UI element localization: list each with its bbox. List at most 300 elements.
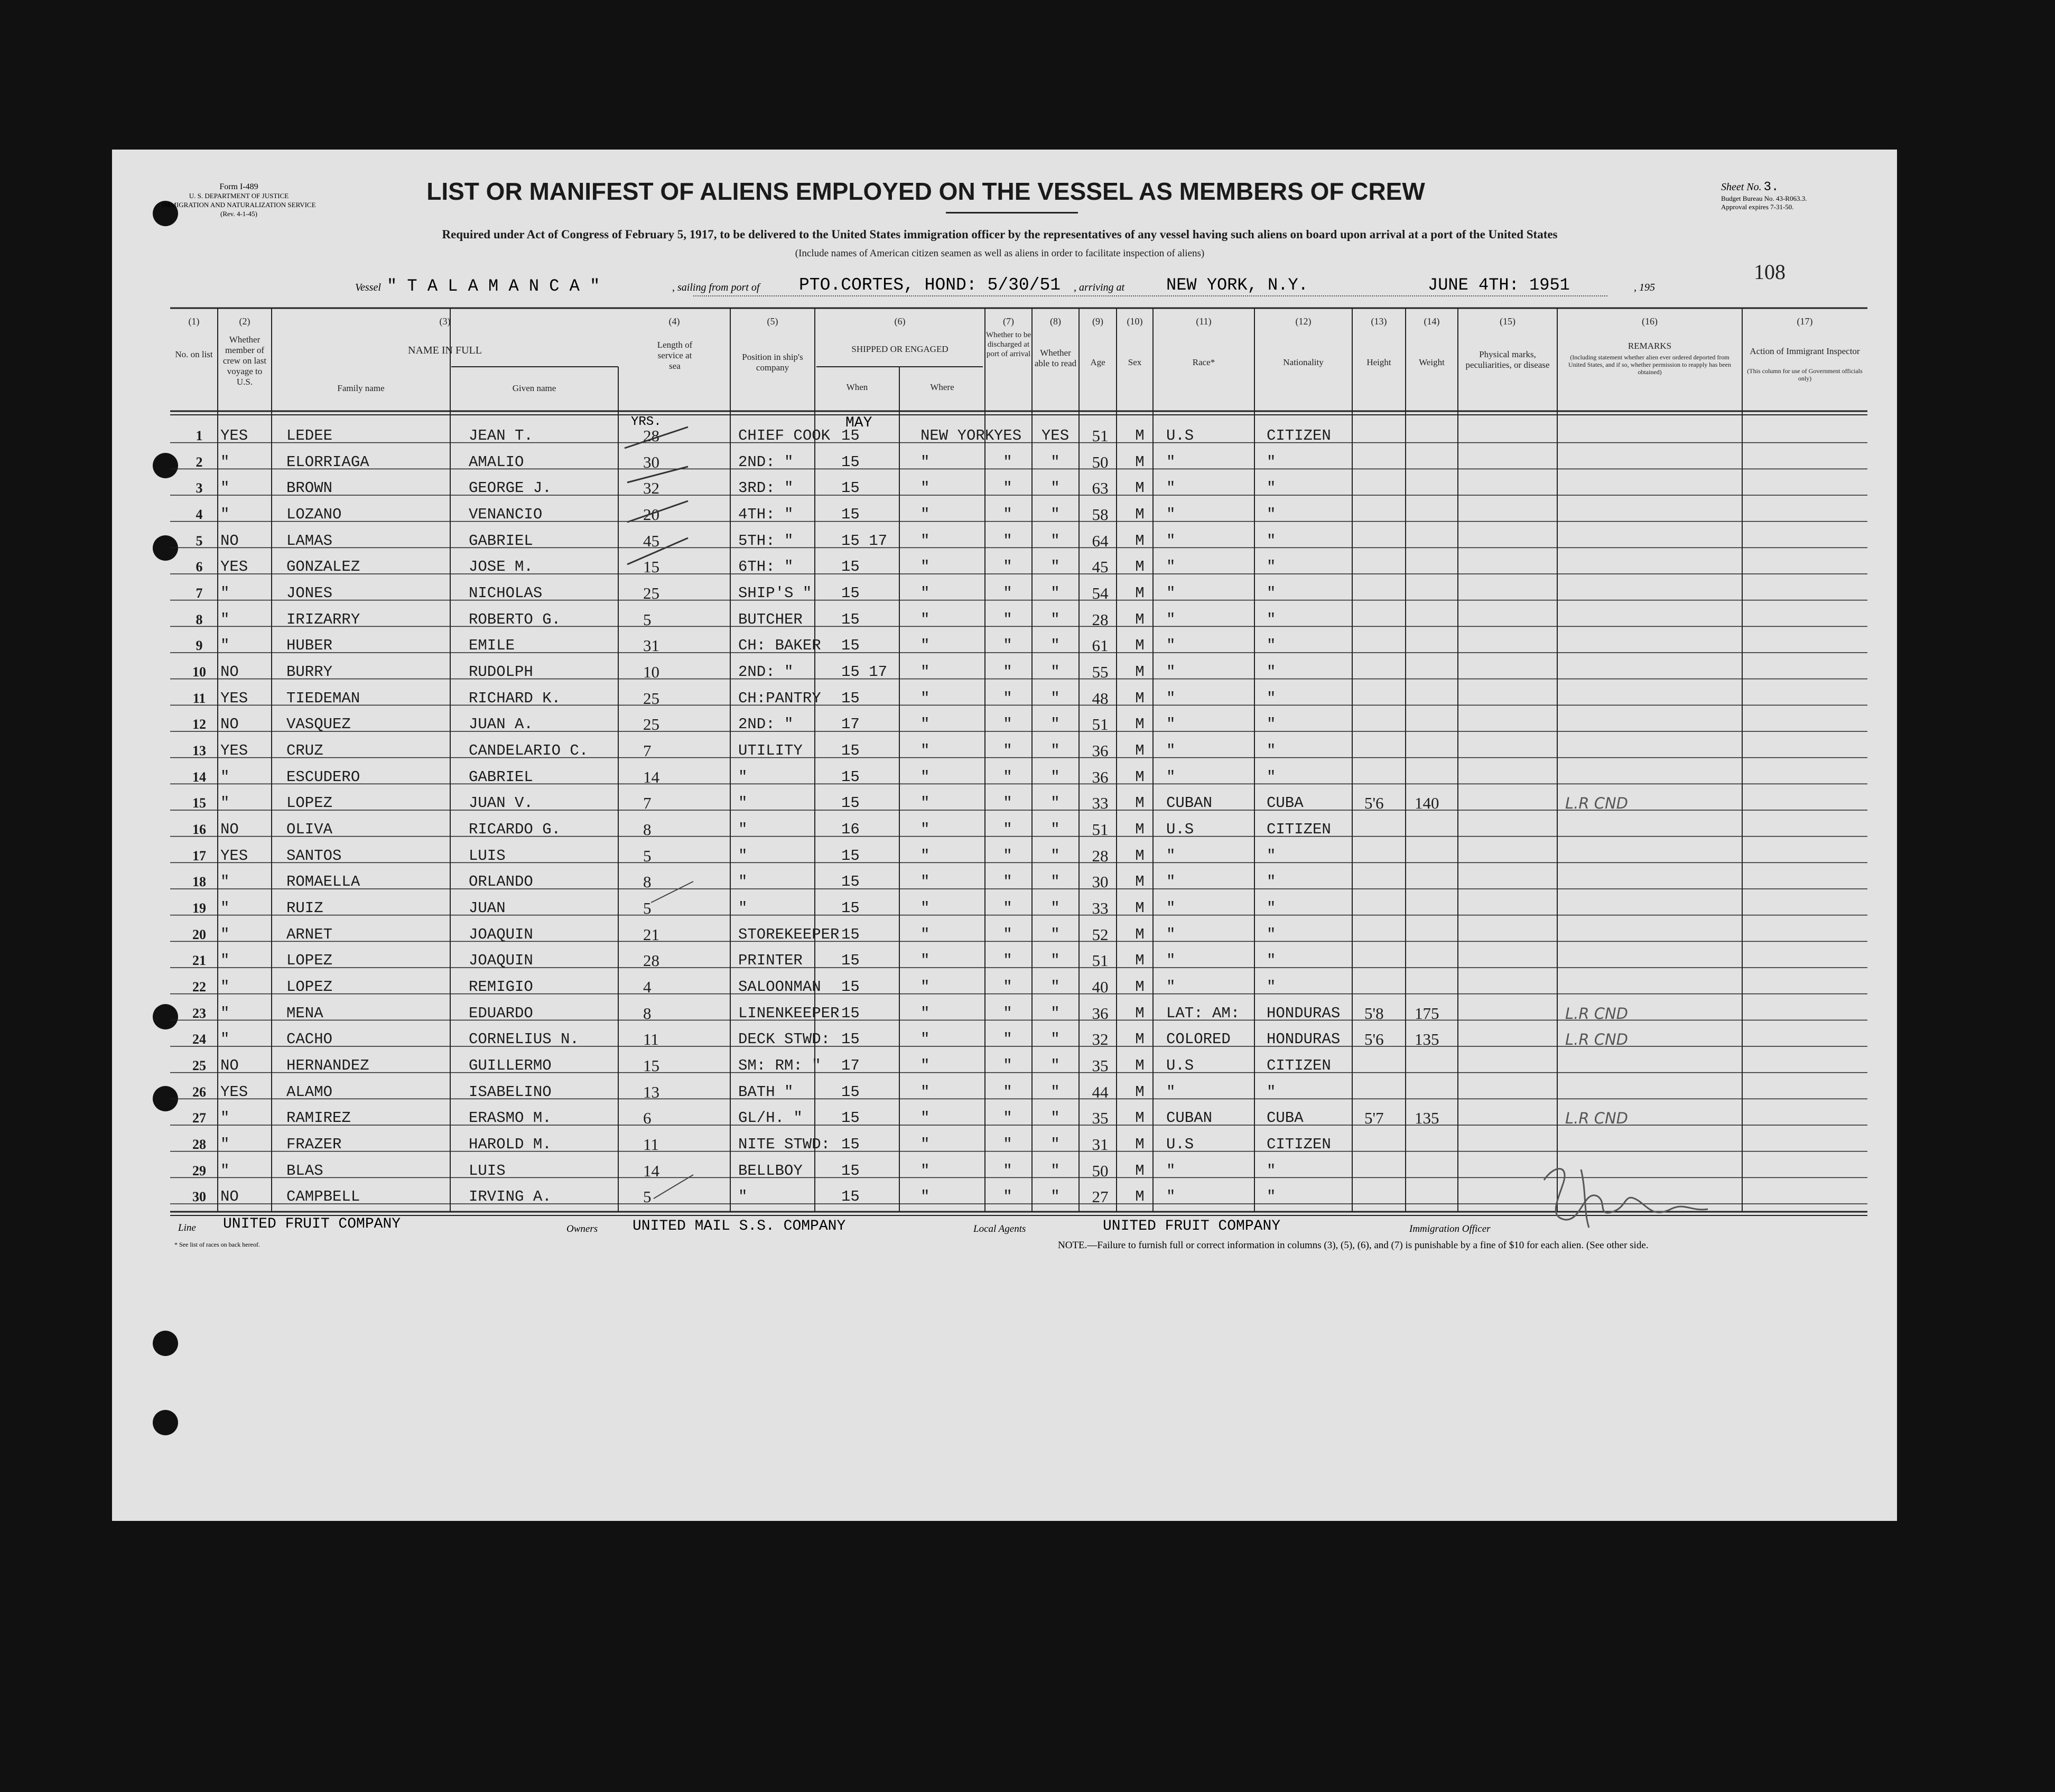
race: U.S — [1166, 1136, 1194, 1153]
shipped-where: " — [920, 794, 930, 812]
nationality: " — [1267, 925, 1276, 943]
owners-label: Owners — [566, 1223, 598, 1234]
shipped-where: " — [920, 768, 930, 786]
service-years: 30 — [643, 452, 659, 471]
shipped-when: 15 — [841, 978, 860, 996]
given-name: HAROLD M. — [469, 1136, 552, 1153]
given-name: RICARDO G. — [469, 821, 561, 838]
crew-row — [112, 994, 1897, 1023]
row-number: 8 — [196, 611, 203, 627]
shipped-when: 17 — [841, 716, 860, 733]
row-number: 7 — [196, 586, 203, 601]
sex: M — [1135, 873, 1145, 891]
col8-header: Whether able to read — [1034, 348, 1077, 368]
prev-voyage: " — [220, 479, 230, 497]
crew-row — [112, 1020, 1897, 1049]
subtitle: Required under Act of Congress of February 5, 1917, to be delivered to the United States immigration officer by the representatives of any vessel having such aliens on board upon arrival at a port of the United States — [442, 228, 1558, 241]
family-name: LOPEZ — [286, 952, 333, 970]
col16-header: REMARKS — [1628, 341, 1672, 351]
shipped-where: " — [920, 689, 930, 707]
age: 51 — [1092, 951, 1109, 970]
sex: M — [1135, 479, 1145, 497]
able-to-read: " — [1050, 821, 1060, 838]
sex: M — [1135, 978, 1145, 996]
race: " — [1166, 558, 1176, 576]
revision: (Rev. 4-1-45) — [220, 210, 257, 218]
discharged: " — [1003, 637, 1012, 655]
age: 30 — [1092, 872, 1109, 892]
remarks: L.R CND — [1565, 1030, 1629, 1049]
able-to-read: " — [1050, 584, 1060, 602]
position: DECK STWD: — [738, 1030, 831, 1048]
discharged: " — [1003, 1083, 1012, 1101]
nationality: " — [1267, 584, 1276, 602]
nationality: " — [1267, 558, 1276, 576]
nationality: " — [1267, 978, 1276, 996]
position: BELLBOY — [738, 1162, 803, 1180]
col17-number: (17) — [1797, 316, 1813, 327]
nationality: " — [1267, 453, 1276, 471]
vessel-label: Vessel — [355, 282, 381, 293]
sex: M — [1135, 1188, 1145, 1206]
able-to-read: " — [1050, 794, 1060, 812]
nationality: " — [1267, 689, 1276, 707]
family-name: ELORRIAGA — [286, 453, 369, 471]
crew-row — [112, 574, 1897, 600]
col16-number: (16) — [1642, 316, 1658, 327]
position: 5TH: " — [738, 532, 794, 550]
crew-row — [112, 784, 1897, 813]
col11-number: (11) — [1196, 316, 1212, 327]
service-years: 25 — [643, 689, 659, 708]
crew-row — [112, 862, 1897, 892]
sex: M — [1135, 925, 1145, 943]
sex: M — [1135, 1136, 1145, 1153]
shipped-when: 15 — [841, 453, 860, 471]
shipped-when: 15 — [841, 1188, 860, 1206]
prev-voyage: NO — [220, 663, 239, 681]
arriving-label: , arriving at — [1074, 282, 1125, 293]
able-to-read: YES — [1041, 427, 1070, 444]
prev-voyage: YES — [220, 689, 248, 707]
discharged: " — [1003, 532, 1012, 550]
sex: M — [1135, 506, 1145, 523]
col3-number: (3) — [439, 316, 451, 327]
age: 35 — [1092, 1056, 1109, 1075]
race: " — [1166, 873, 1176, 891]
row-number: 17 — [192, 848, 206, 863]
service-years: 32 — [643, 479, 659, 498]
crew-row — [112, 968, 1897, 994]
given-name: ISABELINO — [469, 1083, 552, 1101]
crew-row — [112, 495, 1897, 522]
col6-where-header: Where — [930, 382, 954, 392]
race: " — [1166, 978, 1176, 996]
crew-row — [112, 547, 1897, 577]
race: LAT: AM: — [1166, 1004, 1240, 1022]
discharged: " — [1003, 1057, 1012, 1074]
position: SALOONMAN — [738, 978, 821, 996]
nationality: " — [1267, 663, 1276, 681]
shipped-when: 15 — [841, 768, 860, 786]
race: U.S — [1166, 427, 1194, 444]
given-name: JOAQUIN — [469, 925, 533, 943]
given-name: REMIGIO — [469, 978, 533, 996]
position: 6TH: " — [738, 558, 794, 576]
crew-row — [112, 941, 1897, 968]
sex: M — [1135, 427, 1145, 444]
position: " — [738, 847, 748, 865]
row-number: 11 — [192, 690, 206, 706]
able-to-read: " — [1050, 610, 1060, 628]
shipped-where: " — [920, 663, 930, 681]
nationality: CUBA — [1267, 794, 1304, 812]
shipped-when: 15 — [841, 610, 860, 628]
discharged: " — [1003, 768, 1012, 786]
col8-number: (8) — [1050, 316, 1061, 327]
service-years: 15 — [643, 1056, 659, 1075]
prev-voyage: YES — [220, 1083, 248, 1101]
remarks: L.R CND — [1565, 794, 1629, 813]
given-name: LUIS — [469, 1162, 506, 1180]
family-name: SANTOS — [286, 847, 342, 865]
row-number: 2 — [196, 454, 203, 470]
service-years: 7 — [643, 741, 652, 760]
given-name: RICHARD K. — [469, 689, 561, 707]
prev-voyage: " — [220, 978, 230, 996]
sex: M — [1135, 558, 1145, 576]
weight: 140 — [1415, 794, 1439, 813]
given-name: EMILE — [469, 637, 515, 655]
col7-header: Whether to be discharged at port of arrival — [986, 331, 1031, 358]
remarks: L.R CND — [1565, 1004, 1629, 1023]
service-years: 25 — [643, 584, 659, 602]
service-tick-marks — [614, 416, 736, 1214]
service-years: 11 — [643, 1135, 659, 1154]
race: CUBAN — [1166, 1109, 1213, 1127]
prev-voyage: " — [220, 610, 230, 628]
row-number: 4 — [196, 507, 203, 522]
family-name: BROWN — [286, 479, 333, 497]
service-years: 5 — [643, 899, 652, 917]
discharged: " — [1003, 716, 1012, 733]
crew-row — [112, 810, 1897, 837]
col6-number: (6) — [894, 316, 906, 327]
prev-voyage: " — [220, 506, 230, 523]
sex: M — [1135, 1109, 1145, 1127]
family-name: LEDEE — [286, 427, 333, 444]
family-name: LOPEZ — [286, 794, 333, 812]
prev-voyage: " — [220, 1162, 230, 1180]
age: 44 — [1092, 1082, 1109, 1101]
discharged: " — [1003, 610, 1012, 628]
shipped-when: 15 17 — [841, 663, 888, 681]
shipped-where: " — [920, 716, 930, 733]
shipped-when: 15 — [841, 1109, 860, 1127]
crew-row — [112, 653, 1897, 679]
able-to-read: " — [1050, 453, 1060, 471]
family-name: VASQUEZ — [286, 716, 351, 733]
race: " — [1166, 479, 1176, 497]
given-name: GUILLERMO — [469, 1057, 552, 1074]
shipped-where: " — [920, 873, 930, 891]
family-name: IRIZARRY — [286, 610, 360, 628]
row-number: 28 — [192, 1137, 206, 1152]
service-years: 4 — [643, 978, 652, 996]
family-name: FRAZER — [286, 1136, 342, 1153]
col1-number: (1) — [188, 316, 200, 327]
discharged: " — [1003, 873, 1012, 891]
position: SHIP'S " — [738, 584, 812, 602]
position: " — [738, 873, 748, 891]
prev-voyage: YES — [220, 742, 248, 759]
race: COLORED — [1166, 1030, 1231, 1048]
nationality: " — [1267, 716, 1276, 733]
col17-note: (This column for use of Government officials only) — [1747, 367, 1863, 382]
position: UTILITY — [738, 742, 803, 759]
race: " — [1166, 768, 1176, 786]
given-name: ROBERTO G. — [469, 610, 561, 628]
weight: 175 — [1415, 1004, 1439, 1023]
vessel-name: " T A L A M A N C A " — [387, 276, 600, 296]
prev-voyage: " — [220, 584, 230, 602]
shipped-where: " — [920, 847, 930, 865]
row-number: 29 — [192, 1163, 206, 1178]
family-name: RUIZ — [286, 899, 323, 917]
position: BUTCHER — [738, 610, 803, 628]
service-years: 10 — [643, 663, 659, 681]
family-name: BLAS — [286, 1162, 323, 1180]
col10-number: (10) — [1127, 316, 1143, 327]
family-name: TIEDEMAN — [286, 689, 360, 707]
row-number: 24 — [192, 1032, 206, 1047]
shipped-when: 15 — [841, 873, 860, 891]
col2-number: (2) — [239, 316, 250, 327]
service-years: 21 — [643, 925, 659, 944]
row-number: 27 — [192, 1110, 206, 1126]
race: " — [1166, 610, 1176, 628]
age: 32 — [1092, 1030, 1109, 1049]
service-years: 15 — [643, 558, 659, 577]
family-name: MENA — [286, 1004, 323, 1022]
able-to-read: " — [1050, 1004, 1060, 1022]
crew-row — [112, 626, 1897, 653]
nationality: " — [1267, 847, 1276, 865]
able-to-read: " — [1050, 1136, 1060, 1153]
race: " — [1166, 847, 1176, 865]
prev-voyage: " — [220, 453, 230, 471]
row-number: 1 — [196, 428, 203, 443]
able-to-read: " — [1050, 952, 1060, 970]
discharged: " — [1003, 794, 1012, 812]
shipped-where: " — [920, 821, 930, 838]
age: 50 — [1092, 1161, 1109, 1180]
col13-number: (13) — [1371, 316, 1387, 327]
service-years: 14 — [643, 1161, 659, 1180]
sheet-label: Sheet No. — [1721, 181, 1762, 193]
age: 33 — [1092, 899, 1109, 917]
shipped-when: 15 17 — [841, 532, 888, 550]
prev-voyage: NO — [220, 532, 239, 550]
crew-row — [112, 705, 1897, 734]
race: " — [1166, 1083, 1176, 1101]
col9-header: Age — [1090, 357, 1105, 367]
crew-row — [112, 731, 1897, 758]
given-name: GEORGE J. — [469, 479, 552, 497]
position: CH:PANTRY — [738, 689, 821, 707]
shipped-where: " — [920, 1030, 930, 1048]
given-name: JUAN — [469, 899, 506, 917]
col10-header: Sex — [1128, 357, 1142, 367]
race: " — [1166, 637, 1176, 655]
prev-voyage: " — [220, 873, 230, 891]
shipped-where: " — [920, 899, 930, 917]
age: 52 — [1092, 925, 1109, 944]
family-name: GONZALEZ — [286, 558, 360, 576]
service-years: 45 — [643, 531, 659, 550]
col4-number: (4) — [668, 316, 680, 327]
col12-number: (12) — [1295, 316, 1312, 327]
given-name: JOSE M. — [469, 558, 533, 576]
sex: M — [1135, 1162, 1145, 1180]
shipped-when: 15 — [841, 637, 860, 655]
shipped-where: " — [920, 637, 930, 655]
nationality: HONDURAS — [1267, 1004, 1341, 1022]
able-to-read: " — [1050, 899, 1060, 917]
age: 64 — [1092, 531, 1109, 550]
owners-value: UNITED MAIL S.S. COMPANY — [633, 1218, 846, 1234]
able-to-read: " — [1050, 742, 1060, 759]
discharged: " — [1003, 847, 1012, 865]
nationality: " — [1267, 610, 1276, 628]
family-name: ARNET — [286, 925, 333, 943]
row-number: 10 — [192, 664, 206, 680]
discharged: " — [1003, 558, 1012, 576]
col7-number: (7) — [1003, 316, 1014, 327]
shipped-where: " — [920, 558, 930, 576]
row-number: 26 — [192, 1084, 206, 1100]
row-number: 6 — [196, 559, 203, 575]
service-years: 11 — [643, 1030, 659, 1049]
col14-header: Weight — [1419, 357, 1445, 367]
shipped-when: 15 — [841, 899, 860, 917]
given-name: RUDOLPH — [469, 663, 533, 681]
shipped-where: " — [920, 1057, 930, 1074]
col9-number: (9) — [1092, 316, 1103, 327]
races-note: * See list of races on back hereof. — [174, 1241, 260, 1248]
col13-header: Height — [1366, 357, 1391, 367]
nationality: " — [1267, 952, 1276, 970]
nationality: " — [1267, 1188, 1276, 1206]
service-years: 14 — [643, 767, 659, 786]
nationality: " — [1267, 637, 1276, 655]
row-number: 30 — [192, 1189, 206, 1205]
position: BATH " — [738, 1083, 794, 1101]
age: 50 — [1092, 452, 1109, 471]
position: 2ND: " — [738, 716, 794, 733]
family-name: CACHO — [286, 1030, 333, 1048]
prev-voyage: NO — [220, 821, 239, 838]
service-years: 5 — [643, 610, 652, 629]
age: 54 — [1092, 584, 1109, 602]
sex: M — [1135, 821, 1145, 838]
shipped-where: " — [920, 1109, 930, 1127]
position: " — [738, 899, 748, 917]
able-to-read: " — [1050, 847, 1060, 865]
age: 40 — [1092, 978, 1109, 996]
discharged: " — [1003, 952, 1012, 970]
shipped-where: " — [920, 479, 930, 497]
given-name: AMALIO — [469, 453, 524, 471]
nationality: CITIZEN — [1267, 1136, 1331, 1153]
col1-header: No. on list — [175, 349, 213, 359]
crew-row — [112, 1125, 1897, 1152]
nationality: HONDURAS — [1267, 1030, 1341, 1048]
position: GL/H. " — [738, 1109, 803, 1127]
sex: M — [1135, 847, 1145, 865]
remarks: L.R CND — [1565, 1109, 1629, 1128]
departure-port: PTO.CORTES, HOND: 5/30/51 — [799, 275, 1061, 295]
age: 61 — [1092, 636, 1109, 655]
shipped-when: 15 — [841, 847, 860, 865]
sex: M — [1135, 1057, 1145, 1074]
given-name: LUIS — [469, 847, 506, 865]
family-name: RAMIREZ — [286, 1109, 351, 1127]
crew-row — [112, 758, 1897, 784]
discharged: " — [1003, 479, 1012, 497]
shipped-when: 15 — [841, 1083, 860, 1101]
family-name: CRUZ — [286, 742, 323, 759]
service: IMMIGRATION AND NATURALIZATION SERVICE — [162, 201, 316, 209]
position: LINENKEEPER — [738, 1004, 840, 1022]
position: PRINTER — [738, 952, 803, 970]
shipped-where: " — [920, 506, 930, 523]
row-number: 20 — [192, 926, 206, 942]
row-number: 16 — [192, 822, 206, 837]
col3-header: NAME IN FULL — [408, 345, 482, 356]
col3-family-header: Family name — [337, 383, 385, 393]
position: " — [738, 794, 748, 812]
weight: 135 — [1415, 1030, 1439, 1049]
row-number: 14 — [192, 769, 206, 785]
discharged: " — [1003, 506, 1012, 523]
shipped-when: 15 — [841, 742, 860, 759]
crew-row — [112, 915, 1897, 942]
discharged: " — [1003, 663, 1012, 681]
given-name: IRVING A. — [469, 1188, 552, 1206]
crew-row — [112, 1099, 1897, 1128]
family-name: HUBER — [286, 637, 333, 655]
col14-number: (14) — [1424, 316, 1440, 327]
family-name: BURRY — [286, 663, 333, 681]
prev-voyage: " — [220, 925, 230, 943]
prev-voyage: YES — [220, 847, 248, 865]
shipped-when: 15 — [841, 506, 860, 523]
service-years: 8 — [643, 820, 652, 839]
shipped-where: " — [920, 952, 930, 970]
able-to-read: " — [1050, 506, 1060, 523]
position: 2ND: " — [738, 453, 794, 471]
shipped-when: 15 — [841, 427, 860, 444]
row-number: 12 — [192, 717, 206, 732]
prev-voyage: " — [220, 1030, 230, 1048]
able-to-read: " — [1050, 663, 1060, 681]
col5-number: (5) — [767, 316, 778, 327]
able-to-read: " — [1050, 1057, 1060, 1074]
age: 28 — [1092, 846, 1109, 865]
given-name: JUAN V. — [469, 794, 533, 812]
service-years: 28 — [643, 426, 659, 445]
